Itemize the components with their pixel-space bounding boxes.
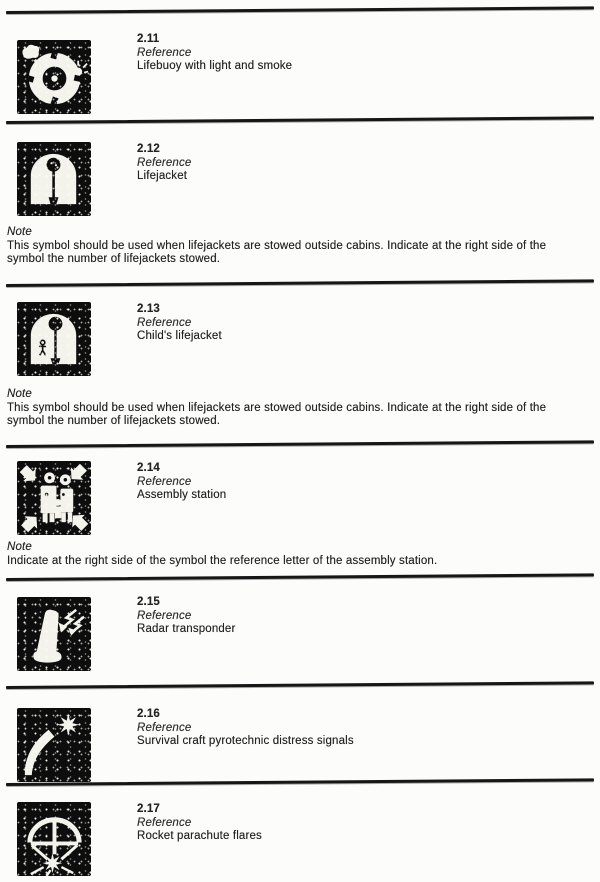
- reference-label: Reference: [137, 46, 192, 59]
- note-text: This symbol should be used when lifejackets are stowed outside cabins. Indicate at the right side of the symbol the number of lifejackets stowed.: [7, 401, 547, 427]
- entry-2-15: [137, 596, 235, 637]
- radar-transponder-icon: [17, 597, 91, 671]
- reference-label: Reference: [137, 609, 192, 622]
- entry-description: Rocket parachute flares: [137, 830, 262, 842]
- rocket-parachute-flares-icon: [17, 802, 91, 876]
- lifejacket-icon: [17, 142, 91, 216]
- childs-lifejacket-icon: [17, 302, 91, 376]
- entry-description: Child's lifejacket: [137, 330, 222, 342]
- entry-2-12: [137, 143, 191, 184]
- note-2-13: [7, 388, 585, 429]
- entry-2-16: [137, 708, 354, 749]
- separator: [6, 778, 594, 786]
- entry-description: Assembly station: [137, 489, 227, 501]
- separator: [6, 6, 594, 14]
- separator: [6, 116, 594, 124]
- entry-number: 2.16: [137, 708, 160, 720]
- entry-number: 2.12: [137, 143, 160, 155]
- reference-label: Reference: [137, 316, 192, 329]
- separator: [6, 279, 594, 287]
- entry-number: 2.14: [137, 462, 160, 474]
- note-label: Note: [7, 541, 32, 553]
- reference-label: Reference: [137, 721, 192, 734]
- entry-description: Radar transponder: [137, 623, 236, 635]
- note-text: Indicate at the right side of the symbol the reference letter of the assembly station.: [7, 554, 438, 567]
- entry-2-17: [137, 803, 262, 844]
- entry-number: 2.17: [137, 803, 160, 815]
- separator: [6, 573, 594, 581]
- reference-label: Reference: [137, 475, 192, 488]
- note-2-14: [7, 541, 585, 568]
- entry-2-14: [137, 462, 226, 503]
- entry-description: Lifebuoy with light and smoke: [137, 60, 293, 72]
- pyrotechnic-distress-signals-icon: [17, 708, 91, 782]
- lifebuoy-with-light-and-smoke-icon: [17, 40, 91, 114]
- entry-description: Survival craft pyrotechnic distress signals: [137, 735, 354, 747]
- entry-number: 2.11: [137, 33, 160, 45]
- entry-number: 2.13: [137, 303, 160, 315]
- entry-number: 2.15: [137, 596, 160, 608]
- note-2-12: [7, 226, 585, 267]
- note-text: This symbol should be used when lifejackets are stowed outside cabins. Indicate at the right side of the symbol the number of lifejackets stowed.: [7, 239, 547, 265]
- entry-2-13: [137, 303, 222, 344]
- reference-label: Reference: [137, 816, 192, 829]
- reference-label: Reference: [137, 156, 192, 169]
- note-label: Note: [7, 388, 32, 400]
- assembly-station-icon: [17, 461, 91, 535]
- note-label: Note: [7, 226, 32, 238]
- entry-description: Lifejacket: [137, 170, 188, 182]
- separator: [6, 681, 594, 689]
- separator: [6, 440, 594, 448]
- entry-2-11: [137, 33, 292, 74]
